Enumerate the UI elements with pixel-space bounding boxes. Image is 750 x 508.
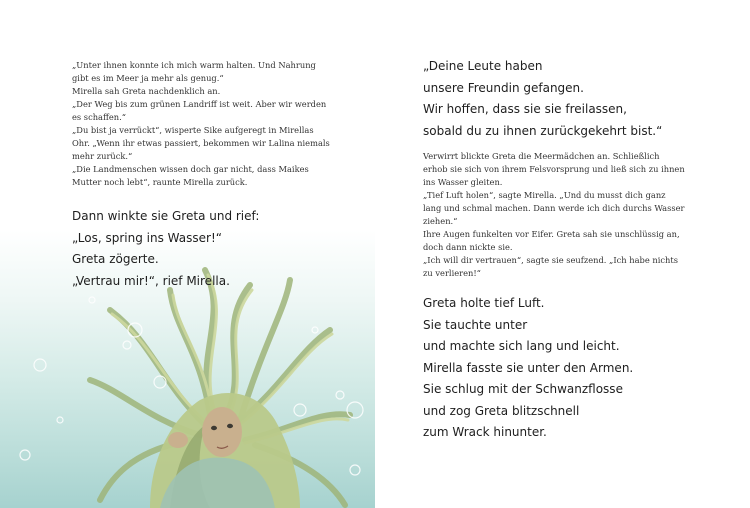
left-paragraph-2: Mirella sah Greta nachdenklich an. — [72, 86, 221, 96]
right-read-aloud-bottom — [423, 293, 633, 444]
right-paragraph-1: Verwirrt blickte Greta die Meermädchen an. Schließlich erhob sie sich von ihrem Felsvorsprung und ließ sich zu ihnen ins Wasser gleiten. — [423, 151, 685, 187]
left-sans-line-1: Dann winkte sie Greta und rief: — [72, 209, 260, 223]
right-bottom-line-6: und zog Greta blitzschnell — [423, 403, 580, 418]
right-top-line-2: unsere Freundin gefangen. — [423, 80, 584, 95]
mermaid-eye-right — [227, 424, 233, 428]
right-bottom-line-1: Greta holte tief Luft. — [423, 296, 545, 310]
left-paragraph-1: „Unter ihnen konnte ich mich warm halten. Und Nahrung gibt es im Meer ja mehr als genug.“ — [72, 60, 316, 83]
left-paragraph-3: „Der Weg bis zum grünen Landriff ist weit. Aber wir werden es schaffen.“ — [72, 99, 327, 122]
left-narrative-text — [72, 59, 334, 189]
right-paragraph-3: Ihre Augen funkelten vor Eifer. Greta sah sie unschlüssig an, doch dann nickte sie. — [423, 229, 680, 252]
right-bottom-line-5: Sie schlug mit der Schwanzflosse — [423, 382, 623, 396]
left-sans-line-2: „Los, spring ins Wasser!“ — [72, 230, 222, 245]
mermaid-eye-left — [211, 426, 217, 430]
right-bottom-line-4: Mirella fasste sie unter den Armen. — [423, 360, 634, 375]
right-paragraph-4: „Ich will dir vertrauen“, sagte sie seufzend. „Ich habe nichts zu verlieren!“ — [423, 255, 678, 278]
right-bottom-line-2: Sie tauchte unter — [423, 317, 528, 332]
left-paragraph-5: „Die Landmenschen wissen doch gar nicht, dass Maikes Mutter noch lebt“, raunte Mirella zurück. — [72, 164, 309, 187]
right-narrative-text — [423, 150, 685, 280]
right-page — [375, 0, 750, 508]
left-read-aloud-text — [72, 206, 259, 292]
right-top-line-3: Wir hoffen, dass sie sie freilassen, — [423, 102, 627, 116]
left-sans-line-3: Greta zögerte. — [72, 252, 159, 266]
right-paragraph-2: „Tief Luft holen“, sagte Mirella. „Und du musst dich ganz lang und schmal machen. Dann werde ich dich durchs Wasser ziehen.“ — [423, 190, 685, 226]
right-bottom-line-3: und machte sich lang und leicht. — [423, 339, 620, 353]
left-paragraph-4: „Du bist ja verrückt“, wisperte Sike aufgeregt in Mirellas Ohr. „Wenn ihr etwas passiert, bekommen wir Lalina niemals mehr zurück.“ — [72, 125, 330, 161]
left-sans-line-4: „Vertrau mir!“, rief Mirella. — [72, 273, 230, 288]
right-read-aloud-top — [423, 56, 662, 142]
mermaid-hand — [168, 432, 188, 448]
mermaid-face — [202, 407, 242, 457]
right-bottom-line-7: zum Wrack hinunter. — [423, 425, 547, 439]
right-top-line-4: sobald du zu ihnen zurückgekehrt bist.“ — [423, 123, 663, 138]
right-top-line-1: „Deine Leute haben — [423, 59, 543, 73]
